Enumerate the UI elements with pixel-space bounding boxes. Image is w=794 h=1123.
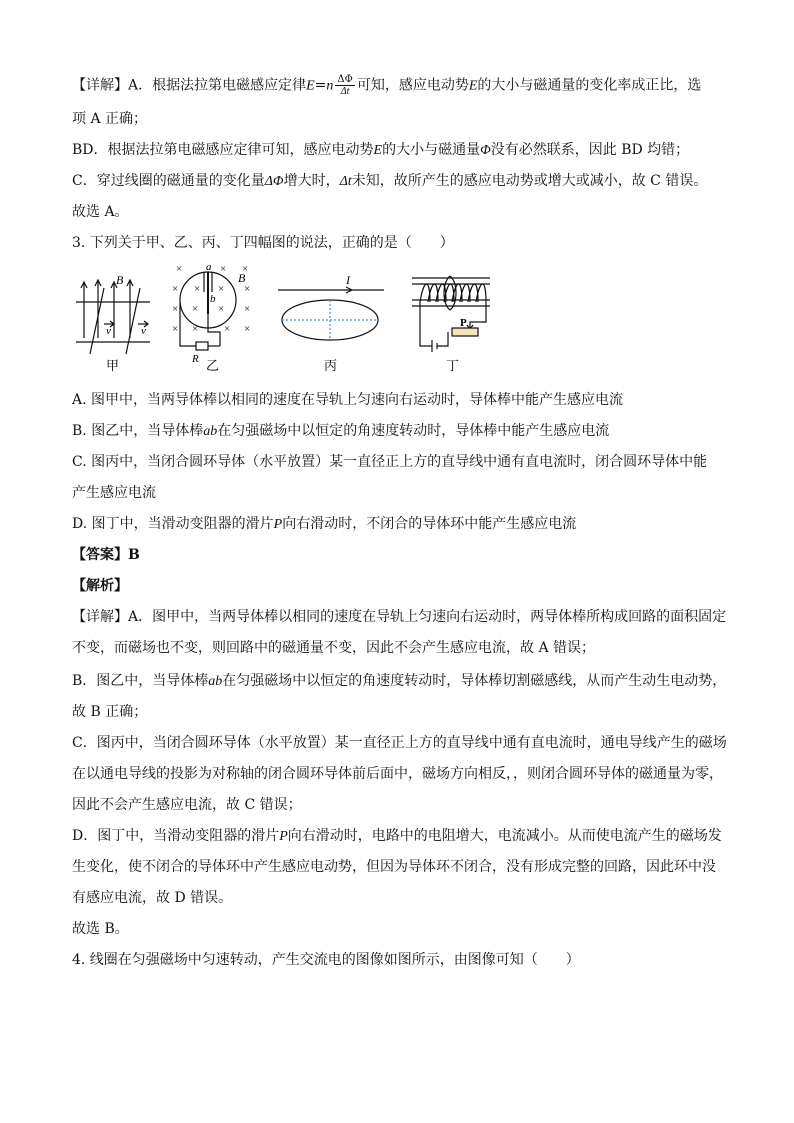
yi-bfield-label: B — [238, 271, 246, 285]
analysis-b-line2: 故 B 正确； — [72, 704, 148, 720]
yi-b-label: b — [210, 293, 216, 305]
conductor-rod-right — [126, 288, 140, 354]
answer2-line1: 【详解】A．根据法拉第电磁感应定律E=n $\frac{\Delta\Phi}{\Delta t}$ 可知，感应电动势E的大小与磁通量的变化率成正比，选 — [72, 74, 702, 97]
wire-right — [208, 314, 220, 346]
analysis-a-line1: 【详解】A．图甲中，当两导体棒以相同的速度在导轨上匀速向右运动时，两导体棒所构成回路的面积固定 — [72, 609, 727, 625]
option-a: A. 图甲中，当两导体棒以相同的速度在导轨上匀速向右运动时，导体棒中能产生感应电流 — [72, 392, 624, 408]
analysis-d-line3: 有感应电流，故 D 错误。 — [72, 890, 233, 906]
answer2-line5: 故选 A。 — [72, 204, 129, 220]
svg-text:×: × — [244, 303, 251, 315]
analysis-c-line1: C．图丙中，当闭合圆环导体（水平放置）某一直径正上方的直导线中通有直电流时，通电导线产生的磁场 — [72, 735, 727, 751]
answer-label: 【答案】B — [72, 547, 140, 563]
figure-yi — [180, 272, 236, 350]
option-b: B. 图乙中，当导体棒ab在匀强磁场中以恒定的角速度转动时，导体棒中能产生感应电流 — [72, 423, 610, 439]
circuit-wire — [420, 302, 432, 346]
formula-e: E — [306, 78, 315, 94]
svg-text:×: × — [220, 263, 227, 275]
jia-v2-label: v — [141, 325, 146, 337]
jia-v1-label: v — [106, 325, 111, 337]
figure-jia — [76, 280, 150, 354]
svg-text:×: × — [242, 263, 249, 275]
svg-text:×: × — [218, 303, 225, 315]
analysis-label: 【解析】 — [72, 578, 128, 594]
option-c-line1: C. 图丙中，当闭合圆环导体（水平放置）某一直径正上方的直导线中通有直电流时，闭合圆环导体中能 — [72, 454, 708, 470]
analysis-c-line3: 因此不会产生感应电流，故 C 错误； — [72, 797, 302, 813]
ding-p-label: P — [460, 317, 467, 329]
conductor-rod-left — [90, 288, 104, 354]
question4-stem: 4. 线圈在匀强磁场中匀速转动，产生交流电的图像如图所示，由图像可知（ ） — [72, 952, 580, 968]
option-d: D. 图丁中，当滑动变阻器的滑片P向右滑动时，不闭合的导体环中能产生感应电流 — [72, 516, 577, 532]
analysis-d-line1: D．图丁中，当滑动变阻器的滑片P向右滑动时，电路中的电阻增大，电流减小。从而使电流产生的磁场发 — [72, 828, 722, 844]
answer2-line3: BD．根据法拉第电磁感应定律可知，感应电动势E的大小与磁通量Φ没有必然联系，因此 BD 均错； — [72, 142, 690, 158]
svg-text:×: × — [194, 283, 201, 295]
solenoid-coil — [420, 284, 486, 302]
figure-ding — [412, 276, 490, 352]
figure-bing — [278, 287, 384, 340]
yi-r-label: R — [192, 353, 199, 365]
yi-a-label: a — [206, 262, 212, 273]
jia-b-label: B — [116, 273, 124, 287]
answer2-line4: C．穿过线圈的磁通量的变化量ΔΦ增大时，Δt未知，故所产生的感应电动势或增大或减小，故 C 错误。 — [72, 173, 708, 189]
analysis-a-line2: 不变，而磁场也不变，则回路中的磁通量不变，因此不会产生感应电流，故 A 错误； — [72, 640, 596, 656]
yi-caption: 乙 — [206, 358, 220, 373]
jia-caption: 甲 — [106, 358, 120, 373]
svg-text:×: × — [224, 323, 231, 335]
analysis-b-line1: B．图乙中，当导体棒ab在匀强磁场中以恒定的角速度转动时，导体棒切割磁感线，从而产生动生电动势， — [72, 673, 727, 689]
analysis-c-line2: 在以通电导线的投影为对称轴的闭合圆环导体前后面中，磁场方向相反，，则闭合圆环导体的磁通量为零， — [72, 766, 723, 782]
rheostat — [452, 328, 478, 336]
question3-stem: 3. 下列关于甲、乙、丙、丁四幅图的说法，正确的是（ ） — [72, 235, 454, 251]
svg-text:×: × — [192, 323, 199, 335]
svg-text:×: × — [172, 283, 179, 295]
resistor-r — [196, 342, 208, 350]
svg-text:×: × — [218, 283, 225, 295]
analysis-conclusion: 故选 B。 — [72, 921, 129, 937]
svg-text:×: × — [176, 263, 183, 275]
svg-text:×: × — [172, 323, 179, 335]
delta-phi-over-delta-t: $\frac{\Delta\Phi}{\Delta t}$ — [337, 74, 353, 97]
bing-caption: 丙 — [324, 358, 338, 373]
analysis-d-line2: 生变化，使不闭合的导体环中产生感应电动势，但因为导体环不闭合，没有形成完整的回路，因此环中没 — [72, 859, 716, 875]
svg-text:×: × — [244, 323, 251, 335]
bing-i-label: I — [346, 273, 350, 287]
option-c-line2: 产生感应电流 — [72, 485, 156, 501]
svg-text:×: × — [172, 303, 179, 315]
answer2-line2: 项 A 正确； — [72, 111, 148, 127]
ding-caption: 丁 — [446, 358, 460, 373]
svg-text:×: × — [244, 283, 251, 295]
svg-text:×: × — [192, 303, 199, 315]
question3-figures — [68, 262, 498, 374]
